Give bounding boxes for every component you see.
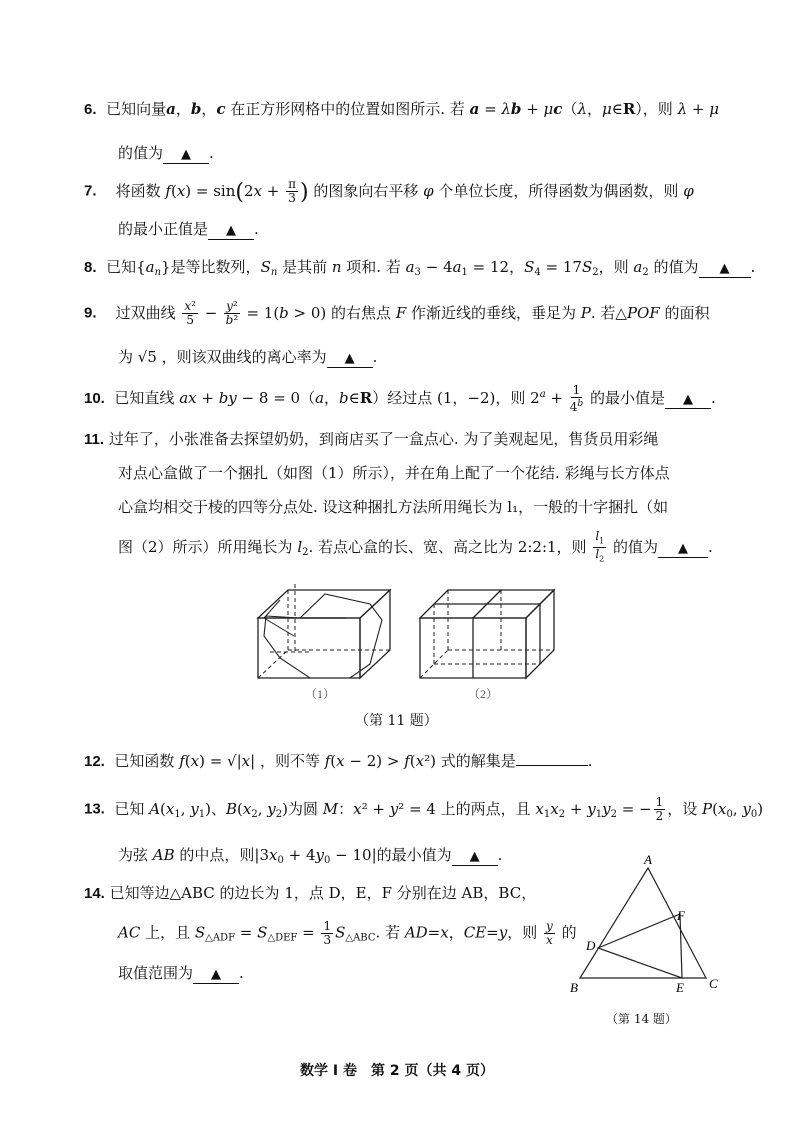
- q7-line2: 的最小正值是 ▲ .: [118, 220, 259, 238]
- q9-text: 过双曲线 $\frac{\text{x²}}{5}$ − $\frac{\text{y²}}{\text{b²}}$ = 1(b > 0) 的右焦点 F 作渐近线的垂线，垂足为 P. 若△POF 的面积: [101, 299, 710, 327]
- label-d: D: [586, 938, 596, 953]
- box-2: [420, 590, 554, 678]
- box-1: [258, 584, 390, 678]
- q14-caption: （第 14 题）: [606, 1012, 677, 1026]
- q7-number: 7.: [84, 182, 97, 200]
- q6-answer-blank[interactable]: ▲: [163, 145, 209, 164]
- q14-answer-blank[interactable]: ▲: [193, 965, 239, 984]
- q12-text: 已知函数 f(x) = √|x| ，则不等 f(x − 2) > f(x²) 式的解集是: [109, 752, 516, 770]
- q11-text-line4: 图（2）所示）所用绳长为 $l_2$. 若点心盒的长、宽、高之比为 2:2:1，则 $\frac{l_1}{l_2}$ 的值为: [118, 529, 659, 564]
- q8-line1: 8. 已知$\{a_n\}$是等比数列，$S_n$ 是其前 n 项和. 若 $a_3 - 4a_1 = 12$，$S_4 = 17S_2$，则 $a_2$ 的值为 ▲ .: [84, 258, 756, 278]
- q9-answer-blank[interactable]: ▲: [327, 349, 373, 368]
- q13-answer-blank[interactable]: ▲: [452, 847, 498, 866]
- q6-line2: 的值为 ▲ .: [118, 144, 214, 162]
- q12-answer-blank[interactable]: [516, 765, 588, 766]
- q13-line1: [84, 796, 763, 823]
- q6-line1: [84, 98, 719, 119]
- q14-text-line1: 已知等边△ABC 的边长为 1，点 D，E，F 分别在边 AB，BC，: [109, 884, 537, 902]
- q11-caption: （第 11 题）: [355, 713, 438, 729]
- q8-answer-blank[interactable]: ▲: [699, 259, 751, 278]
- label-a: A: [644, 852, 652, 867]
- q9-number: 9.: [84, 304, 97, 322]
- triangle-def: [598, 914, 682, 978]
- q9-line2: 为 √5 ，则该双曲线的离心率为 ▲ .: [118, 348, 378, 366]
- q13-number: 13.: [84, 800, 105, 818]
- q9-line1: [84, 300, 710, 327]
- q11-fig-label-1: （1）: [305, 687, 336, 701]
- q11-answer-blank[interactable]: ▲: [658, 539, 708, 558]
- q10-line1: 10. 已知直线 ax + by − 8 = 0（a，b∈R）经过点 (1，−2)，则 $2^a$ + $\frac{1}{4^b}$ 的最小值是 ▲ .: [84, 383, 716, 414]
- q11-text-line1: 过年了，小张准备去探望奶奶，到商店买了一盒点心. 为了美观起见，售货员用彩绳: [108, 430, 659, 448]
- label-f: F: [677, 908, 685, 923]
- label-e: E: [676, 980, 684, 995]
- q6-number: 6.: [84, 101, 97, 118]
- q14-line3: 取值范围为 ▲ .: [118, 964, 244, 982]
- q14-line1: [84, 882, 536, 903]
- q11-fig-label-2: （2）: [468, 687, 499, 701]
- q7-line1: [84, 178, 694, 205]
- label-b: B: [570, 980, 578, 995]
- q11-figure: [250, 578, 570, 702]
- q14-number: 14.: [84, 885, 105, 902]
- q14-figure: [566, 850, 726, 1000]
- q11-line1: [84, 428, 658, 449]
- q14-line2: AC 上，且 $S_{\triangle ADF} = S_{\triangle DEF}$ = $\frac{1}{3}$ $S_{\triangle ABC}$. 若 AD=x，CE=y，则 $\frac{y}{x}$ 的: [118, 919, 577, 947]
- q7-text: 将函数 f(x) = sin(2x + $\frac{\pi}{3}$ ) 的图象向右平移 φ 个单位长度，所得函数为偶函数，则 φ: [101, 177, 694, 205]
- q11-line4: 图（2）所示）所用绳长为 $l_2$. 若点心盒的长、宽、高之比为 2:2:1，则 $\frac{l_1}{l_2}$ 的值为 ▲ .: [118, 529, 713, 564]
- label-c: C: [709, 976, 718, 991]
- q10-answer-blank[interactable]: ▲: [665, 390, 711, 409]
- q12-line1: 12. 已知函数 f(x) = √|x| ，则不等 f(x − 2) > f(x²) 式的解集是 .: [84, 752, 593, 770]
- q10-text: 已知直线 ax + by − 8 = 0（a，b∈R）经过点 (1，−2)，则 $2^a$ + $\frac{1}{4^b}$ 的最小值是: [109, 383, 665, 414]
- page-footer: 数学 Ⅰ 卷 第 2 页（共 4 页）: [300, 1063, 494, 1079]
- q6-text: 已知向量a，b，c 在正方形网格中的位置如图所示. 若 a = λb + μc（λ，μ∈R），则 λ + μ: [101, 100, 719, 118]
- q13-line2: 为弦 AB 的中点，则$|3x_0 + 4y_0 - 10|$的最小值为 ▲ .: [118, 846, 503, 866]
- q11-text-line2: 对点心盒做了一个捆扎（如图（1）所示），并在角上配了一个花结. 彩绳与长方体点: [118, 464, 670, 482]
- q11-number: 11.: [84, 431, 105, 448]
- q13-text: 已知 $A(x_1$, $y_1$)、$B(x_2$, $y_2$)为圆 M：x² + y² = 4 上的两点，且 $x_1x_2 + y_1y_2$ = − $\frac{1}{2}$ ，设 $P(x_0$, $y_0$): [109, 795, 764, 823]
- q7-answer-blank[interactable]: ▲: [208, 221, 254, 240]
- q8-text: 已知$\{a_n\}$是等比数列，$S_n$ 是其前 n 项和. 若 $a_3 - 4a_1 = 12$，$S_4 = 17S_2$，则 $a_2$ 的值为: [101, 258, 699, 278]
- q8-number: 8.: [84, 259, 97, 276]
- triangle-abc: [580, 868, 706, 978]
- q10-number: 10.: [84, 390, 105, 407]
- q12-number: 12.: [84, 753, 105, 770]
- q11-text-line3: 心盒均相交于棱的四等分点处. 设这种捆扎方法所用绳长为 l₁，一般的十字捆扎（如: [118, 498, 669, 516]
